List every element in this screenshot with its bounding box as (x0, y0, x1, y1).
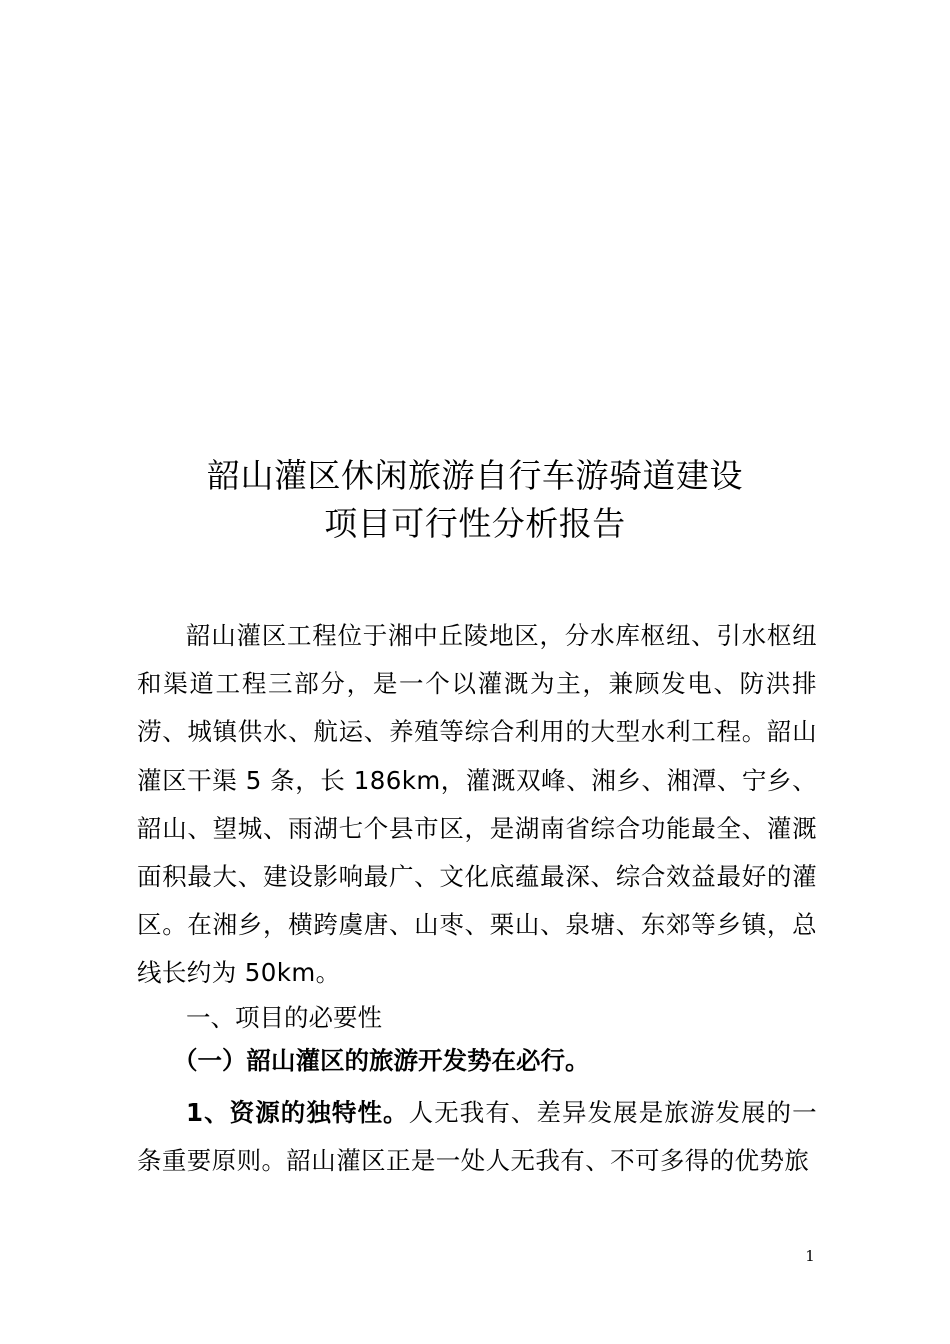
subsection-heading-tourism: （一）韶山灌区的旅游开发势在必行。 (173, 1046, 590, 1075)
paragraph-lead-bold: 1、资源的独特性。 (186, 1098, 409, 1127)
document-title-line-2: 项目可行性分析报告 (324, 504, 626, 543)
resource-uniqueness-paragraph (137, 1089, 817, 1185)
paragraph-body-text: 人无我有、差异发展是旅游发展的一条重要原则。韶山灌区正是一处人无我有、不可多得的优势旅 (137, 1098, 817, 1175)
section-heading-necessity: 一、项目的必要性 (186, 1003, 382, 1032)
document-title-line-1: 韶山灌区休闲旅游自行车游骑道建设 (207, 456, 743, 495)
intro-paragraph: 韶山灌区工程位于湘中丘陵地区，分水库枢纽、引水枢纽和渠道工程三部分，是一个以灌溉为主，兼顾发电、防洪排涝、城镇供水、航运、养殖等综合利用的大型水利工程。韶山灌区干渠 5 条，长 186km，灌溉双峰、湘乡、湘潭、宁乡、韶山、望城、雨湖七个县市区，是湖南省综合功能最全、灌溉面积最大、建设影响最广、文化底蕴最深、综合效益最好的灌区。在湘乡，横跨虞唐、山枣、栗山、泉塘、东郊等乡镇，总线长约为 50km。 (137, 621, 817, 988)
page-number: 1 (805, 1247, 815, 1265)
